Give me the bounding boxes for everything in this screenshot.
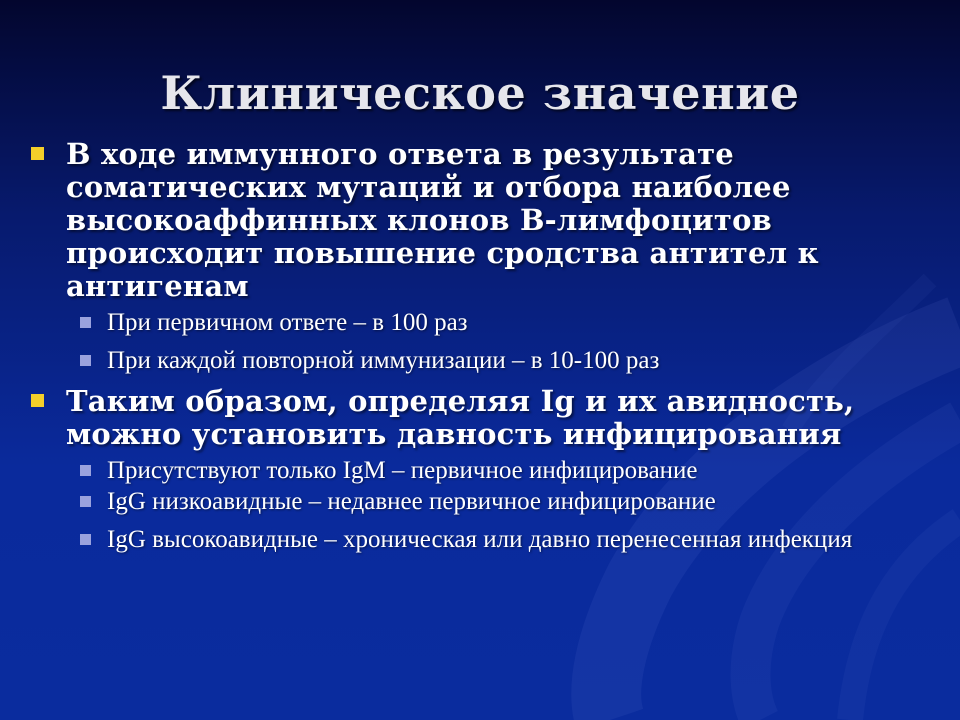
sub-bullet-2-3-text: IgG высокоавидные – хроническая или давно перенесенная инфекция (107, 526, 853, 553)
bullet-point-2 (0, 385, 960, 451)
lavender-square-bullet-icon (80, 465, 91, 476)
sub-bullet-2-2-text: IgG низкоавидные – недавнее первичное инфицирование (107, 488, 716, 515)
sub-bullet-1-2-text: При каждой повторной иммунизации – в 10-100 раз (107, 347, 660, 374)
lavender-square-bullet-icon (80, 355, 91, 366)
slide-title: Клиническое значение (160, 66, 800, 120)
bullet-point-1 (0, 138, 960, 303)
sub-bullet-2-2 (0, 488, 960, 516)
lavender-square-bullet-icon (80, 496, 91, 507)
bullet-point-1-text: В ходе иммунного ответа в результате соматических мутаций и отбора наиболее высокоаффинных клонов В-лимфоцитов происходит повышение сродства антител к антигенам (66, 137, 819, 303)
sub-bullet-1-1-text: При первичном ответе – в 100 раз (107, 309, 468, 336)
sub-bullet-2-1 (0, 457, 960, 485)
yellow-square-bullet-icon (31, 147, 44, 160)
sub-bullet-2-3 (0, 526, 960, 554)
bullet-point-2-text: Таким образом, определяя Ig и их авидность, можно установить давность инфицирования (66, 384, 855, 451)
sub-bullet-2-1-text: Присутствуют только IgM – первичное инфицирование (107, 457, 698, 484)
sub-bullet-1-2 (0, 347, 960, 375)
slide-content (0, 138, 960, 554)
sub-bullet-1-1 (0, 309, 960, 337)
lavender-square-bullet-icon (80, 534, 91, 545)
yellow-square-bullet-icon (31, 394, 44, 407)
lavender-square-bullet-icon (80, 317, 91, 328)
